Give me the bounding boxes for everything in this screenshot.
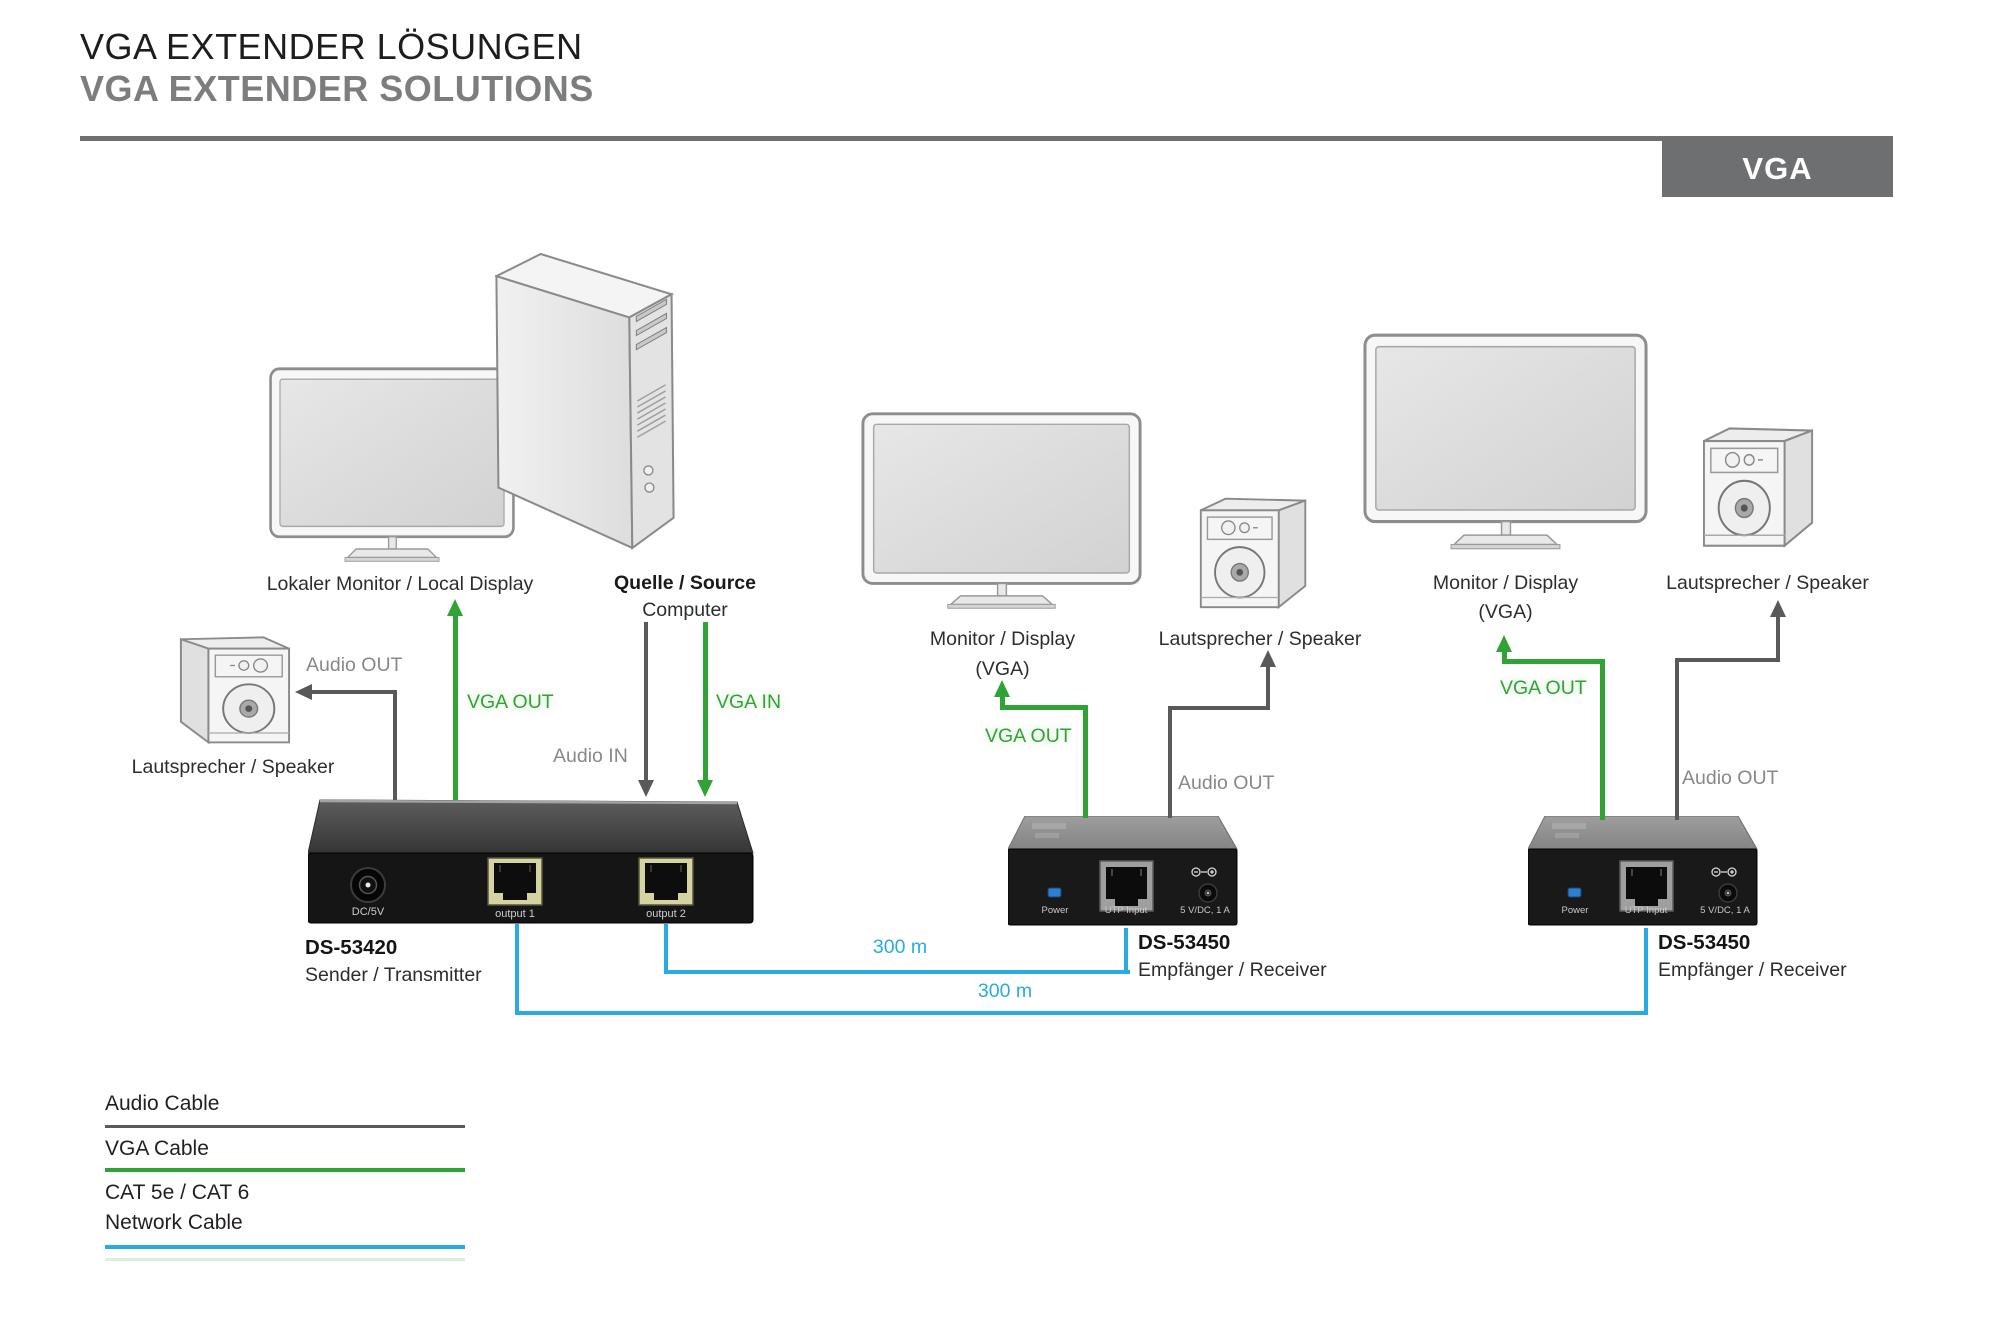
legend-extra-line bbox=[105, 1258, 465, 1261]
legend-vga-cable-label: VGA Cable bbox=[105, 1137, 209, 1160]
port-label-utp: UTP Input bbox=[1104, 905, 1148, 916]
audio-out-right-label: Audio OUT bbox=[1682, 767, 1779, 789]
port-label-power: Power bbox=[1561, 905, 1589, 916]
power-button bbox=[644, 466, 653, 475]
vga-in-label: VGA IN bbox=[716, 691, 782, 713]
audio-cable-segment bbox=[393, 690, 397, 800]
vga-cable-segment bbox=[1083, 705, 1088, 818]
monitor-stand-base bbox=[348, 549, 437, 557]
vga-cable-segment bbox=[703, 622, 708, 782]
audio-in-label: Audio IN bbox=[553, 745, 628, 767]
network-cable-segment bbox=[1124, 928, 1128, 972]
vga-out-left-label: VGA OUT bbox=[467, 691, 554, 713]
network-cable-segment bbox=[1644, 928, 1648, 1013]
monitor-mid-graphic bbox=[860, 411, 1143, 613]
speaker-knob bbox=[254, 659, 268, 672]
audio-cable-segment bbox=[1168, 706, 1270, 710]
audio-cable-segment bbox=[644, 622, 648, 782]
transmitter-graphic bbox=[308, 798, 754, 926]
port-label-dc: 5 V/DC, 1 A bbox=[1700, 905, 1750, 916]
legend-cat-cable-line bbox=[105, 1245, 465, 1249]
vga-cable-segment bbox=[1600, 659, 1605, 820]
cat-run-long-label: 300 m bbox=[977, 980, 1033, 1002]
arrowhead-left-icon bbox=[295, 684, 312, 700]
port-label-output1: output 1 bbox=[495, 908, 535, 920]
speaker-right-label: Lautsprecher / Speaker bbox=[1666, 572, 1869, 594]
dc-power-jack bbox=[1199, 884, 1217, 902]
local-monitor-graphic bbox=[268, 366, 516, 566]
transmitter-role: Sender / Transmitter bbox=[305, 964, 482, 986]
speaker-knob bbox=[239, 661, 249, 670]
arrowhead-up-icon bbox=[994, 680, 1010, 697]
header-rule bbox=[80, 136, 1893, 141]
audio-out-mid-label: Audio OUT bbox=[1178, 772, 1275, 794]
audio-cable-segment bbox=[1675, 658, 1679, 820]
legend-cat-cable-label1: CAT 5e / CAT 6 bbox=[105, 1181, 250, 1204]
vga-out-right-label: VGA OUT bbox=[1500, 677, 1587, 699]
arrowhead-up-icon bbox=[1496, 635, 1512, 652]
port-label-power: Power bbox=[1041, 905, 1069, 916]
port-label-utp: UTP Input bbox=[1624, 905, 1668, 916]
receiver-mid-model: DS-53450 bbox=[1138, 931, 1231, 954]
speaker-right-graphic bbox=[1700, 418, 1818, 552]
receiver-mid-role: Empfänger / Receiver bbox=[1138, 959, 1327, 981]
monitor-mid-label: Monitor / Display bbox=[929, 628, 1076, 650]
legend-cat-cable-label2: Network Cable bbox=[105, 1211, 243, 1234]
dc-power-jack bbox=[1719, 884, 1737, 902]
port-label-output2: output 2 bbox=[646, 908, 686, 920]
power-led bbox=[1048, 888, 1061, 897]
port-label-dc: 5 V/DC, 1 A bbox=[1180, 905, 1230, 916]
speaker-knob bbox=[1222, 521, 1235, 535]
arrowhead-up-icon bbox=[1260, 650, 1276, 667]
legend-audio-cable-label: Audio Cable bbox=[105, 1092, 220, 1115]
network-cable-segment bbox=[664, 924, 668, 974]
arrowhead-down-icon bbox=[638, 780, 654, 797]
receiver-mid-graphic bbox=[1008, 816, 1238, 928]
rj45-utp-input-port bbox=[1100, 861, 1153, 911]
rj45-utp-input-port bbox=[1620, 861, 1673, 911]
local-monitor-label: Lokaler Monitor / Local Display bbox=[266, 573, 534, 595]
speaker-left-graphic bbox=[175, 628, 293, 748]
receiver-right-graphic bbox=[1528, 816, 1758, 928]
vga-out-mid-label: VGA OUT bbox=[985, 725, 1072, 747]
speaker-knob bbox=[1240, 523, 1250, 533]
vga-cable-segment bbox=[1502, 659, 1605, 664]
arrowhead-up-icon bbox=[447, 599, 463, 616]
page-title-de: VGA EXTENDER LÖSUNGEN bbox=[80, 26, 583, 67]
audio-cable-segment bbox=[1776, 615, 1780, 662]
rj45-output1-port bbox=[488, 858, 542, 905]
vga-badge: VGA bbox=[1662, 140, 1893, 197]
receiver-right-model: DS-53450 bbox=[1658, 931, 1751, 954]
source-sublabel: Computer bbox=[642, 599, 728, 621]
power-led bbox=[1568, 888, 1581, 897]
audio-cable-segment bbox=[1168, 706, 1172, 818]
vga-cable-segment bbox=[1502, 650, 1507, 664]
port-label-dc5v: DC/5V bbox=[351, 906, 385, 918]
dc-power-jack bbox=[351, 868, 385, 902]
receiver-right-role: Empfänger / Receiver bbox=[1658, 959, 1847, 981]
speaker-mid-graphic bbox=[1197, 489, 1311, 613]
page-title-en: VGA EXTENDER SOLUTIONS bbox=[80, 68, 594, 109]
arrowhead-down-icon bbox=[697, 780, 713, 797]
speaker-left-label: Lautsprecher / Speaker bbox=[131, 756, 335, 778]
monitor-right-sublabel: (VGA) bbox=[1478, 601, 1533, 623]
speaker-knob bbox=[1744, 455, 1754, 465]
transmitter-model: DS-53420 bbox=[305, 936, 398, 959]
monitor-right-graphic bbox=[1362, 332, 1649, 554]
legend-vga-cable-line bbox=[105, 1168, 465, 1172]
reset-button bbox=[645, 483, 654, 492]
audio-cable-segment bbox=[1266, 665, 1270, 710]
source-computer-graphic bbox=[495, 252, 677, 554]
monitor-mid-sublabel: (VGA) bbox=[975, 658, 1030, 680]
vga-cable-segment bbox=[1000, 705, 1088, 710]
vga-cable-segment bbox=[453, 614, 458, 800]
cat-run-short-label: 300 m bbox=[872, 936, 928, 958]
audio-cable-segment bbox=[1675, 658, 1780, 662]
legend-audio-cable-line bbox=[105, 1125, 465, 1128]
arrowhead-up-icon bbox=[1770, 600, 1786, 617]
source-label: Quelle / Source bbox=[614, 572, 756, 594]
network-cable-segment bbox=[515, 1011, 1648, 1015]
audio-cable-segment bbox=[308, 690, 397, 694]
monitor-right-label: Monitor / Display bbox=[1432, 572, 1579, 594]
monitor-stand-neck bbox=[389, 537, 397, 549]
network-cable-segment bbox=[664, 970, 1130, 974]
speaker-knob bbox=[1726, 453, 1740, 468]
vga-cable-segment bbox=[1000, 695, 1005, 710]
rj45-output2-port bbox=[639, 858, 693, 905]
audio-out-left-label: Audio OUT bbox=[306, 654, 403, 676]
network-cable-segment bbox=[515, 924, 519, 1015]
speaker-mid-label: Lautsprecher / Speaker bbox=[1158, 628, 1362, 650]
